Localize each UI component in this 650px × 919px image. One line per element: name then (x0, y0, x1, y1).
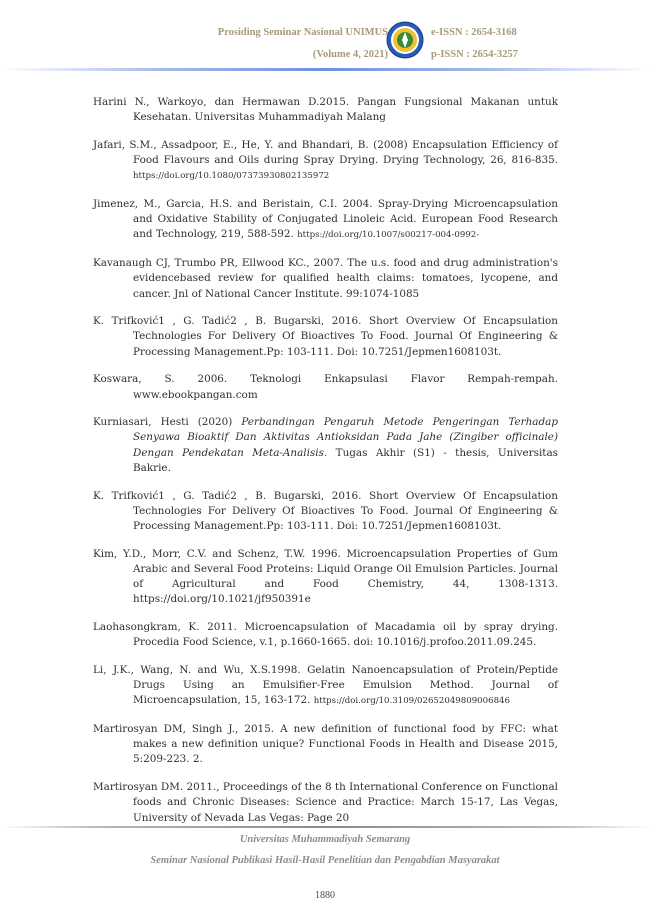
footer-divider (0, 826, 650, 828)
proceedings-title: Prosiding Seminar Nasional UNIMUS (217, 27, 388, 38)
unimus-seal-icon (386, 20, 424, 60)
seminar-name: Seminar Nasional Publikasi Hasil-Hasil Penelitian dan Pengabdian Masyarakat (150, 855, 500, 866)
reference-item: Jafari, S.M., Assadpoor, E., He, Y. and Bhandari, B. (2008) Encapsulation Efficiency of Food Flavours and Oils during Spray Drying. Drying Technology, 26, 816-835. https://doi.org/10.1080/07373930802135972 (93, 138, 558, 182)
reference-item: Koswara, S. 2006. Teknologi Enkapsulasi Flavor Rempah-rempah. www.ebookpangan.com (93, 373, 558, 401)
header-divider (0, 68, 650, 71)
doi-link[interactable]: https://doi.org/10.3109/02652049809006846 (313, 696, 510, 707)
reference-item: K. Trifković1 , G. Tadić2 , B. Bugarski, 2016. Short Overview Of Encapsulation Technologies For Delivery Of Bioactives To Food. Journal Of Engineering & Processing Management.Pp: 103-111. Doi: 10.7251/Jepmen1608103t. (93, 315, 558, 358)
header-right (431, 22, 518, 66)
header-left (218, 22, 388, 66)
reference-item: Kavanaugh CJ, Trumbo PR, Ellwood KC., 2007. The u.s. food and drug administration's evidencebased review for qualified health claims: tomatoes, lycopene, and cancer. Jnl of National Cancer Institute. 99:1074-1085 (93, 257, 558, 300)
reference-item: Harini N., Warkoyo, dan Hermawan D.2015. Pangan Fungsional Makanan untuk Kesehatan. Universitas Muhammadiyah Malang (93, 96, 558, 124)
reference-item: K. Trifković1 , G. Tadić2 , B. Bugarski, 2016. Short Overview Of Encapsulation Technologies For Delivery Of Bioactives To Food. Journal Of Engineering & Processing Management.Pp: 103-111. Doi: 10.7251/Jepmen1608103t. (93, 489, 558, 532)
doi-link[interactable]: https://doi.org/10.1007/s00217-004-0992- (297, 230, 480, 241)
university-name: Universitas Muhammadiyah Semarang (239, 834, 411, 845)
reference-item: Li, J.K., Wang, N. and Wu, X.S.1998. Gelatin Nanoencapsulation of Protein/Peptide Drugs Using an Emulsifier-Free Emulsion Method. Journal of Microencapsulation, 15, 163-172. https://doi.org/10.3109/02652049809006846 (93, 663, 558, 707)
reference-item: Martirosyan DM. 2011., Proceedings of the 8 th International Conference on Functional foods and Chronic Diseases: Science and Practice: March 15-17, Las Vegas, University of Nevada Las Vegas: Page 20 (93, 781, 558, 824)
reference-item: Martirosyan DM, Singh J., 2015. A new definition of functional food by FFC: what makes a new definition unique? Functional Foods in Health and Disease 2015, 5:209-223. 2. (93, 723, 558, 766)
reference-item: Jimenez, M., Garcia, H.S. and Beristain, C.I. 2004. Spray-Drying Microencapsulation and Oxidative Stability of Conjugated Linoleic Acid. European Food Research and Technology, 219, 588-592. https://doi.org/10.1007/s00217-004-0992- (93, 198, 558, 241)
page-number: 1880 (315, 890, 335, 901)
doi-link[interactable]: https://doi.org/10.1080/07373930802135972 (133, 171, 330, 182)
reference-list (93, 95, 558, 838)
e-issn: e-ISSN : 2654-3168 (431, 27, 517, 38)
page-header (0, 0, 650, 70)
reference-item: Kurniasari, Hesti (2020) Perbandingan Pengaruh Metode Pengeringan Terhadap Senyawa Bioaktif Dan Aktivitas Antioksidan Pada Jahe (Zingiber officinale) Dengan Pendekatan Meta-Analisis. Tugas Akhir (S1) - thesis, Universitas Bakrie. (93, 416, 558, 474)
p-issn: p-ISSN : 2654-3257 (431, 49, 518, 60)
volume-label: (Volume 4, 2021) (312, 49, 388, 60)
reference-item: Laohasongkram, K. 2011. Microencapsulation of Macadamia oil by spray drying. Procedia Food Science, v.1, p.1660-1665. doi: 10.1016/j.profoo.2011.09.245. (93, 620, 558, 649)
reference-item: Kim, Y.D., Morr, C.V. and Schenz, T.W. 1996. Microencapsulation Properties of Gum Arabic and Several Food Proteins: Liquid Orange Oil Emulsion Particles. Journal of Agricultural and Food Chemistry, 44, 1308-1313. https://doi.org/10.1021/jf950391e (93, 547, 558, 606)
thesis-title: Perbandingan Pengaruh Metode Pengeringan Terhadap Senyawa Bioaktif Dan Aktivitas Antioksidan Pada Jahe (Zingiber officinale) Dengan Pendekatan Meta-Analisis (133, 416, 558, 459)
